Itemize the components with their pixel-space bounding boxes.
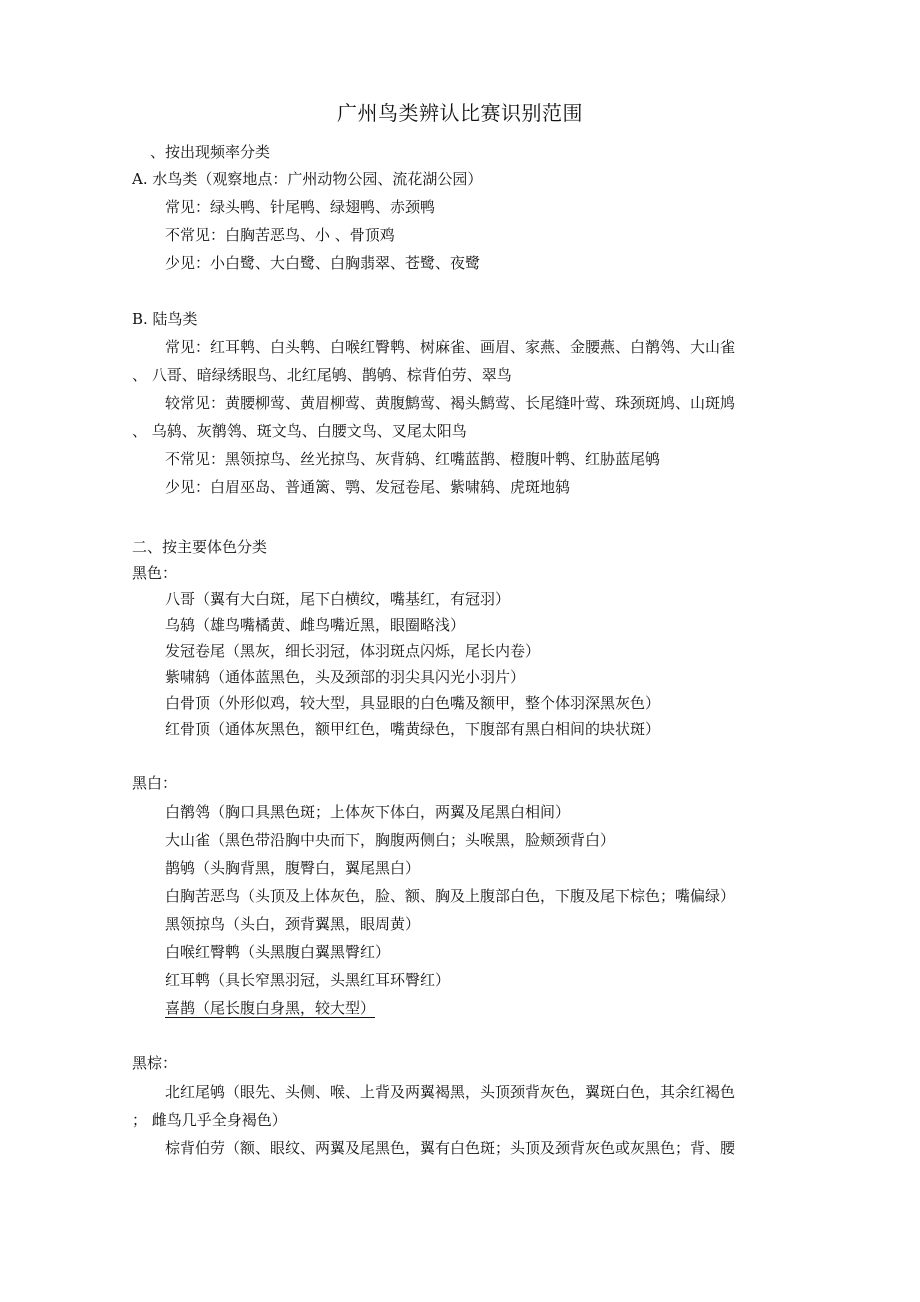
black-item: 紫啸鸫（通体蓝黑色，头及颈部的羽尖具闪光小羽片） bbox=[165, 668, 526, 686]
black-white-item: 大山雀（黑色带沿胸中央而下，胸腹两侧白；头喉黑，脸颊颈背白） bbox=[165, 831, 616, 849]
black-item: 红骨顶（通体灰黑色，额甲红色，嘴黄绿色，下腹部有黑白相间的块状斑） bbox=[165, 720, 661, 738]
waterbirds-rare: 少见：小白鹭、大白鹭、白胸翡翠、苍鹭、夜鹭 bbox=[165, 254, 481, 272]
black-item: 乌鸫（雄鸟嘴橘黄、雌鸟嘴近黑，眼圈略浅） bbox=[165, 616, 466, 634]
black-item: 发冠卷尾（黑灰，细长羽冠，体羽斑点闪烁，尾长内卷） bbox=[165, 642, 541, 660]
waterbirds-heading: A. 水鸟类（观察地点：广州动物公园、流花湖公园） bbox=[132, 170, 483, 188]
black-white-item: 黑领掠鸟（头白，颈背翼黑，眼周黄） bbox=[165, 915, 421, 933]
black-item: 白骨顶（外形似鸡，较大型，具显眼的白色嘴及额甲，整个体羽深黑灰色） bbox=[165, 694, 661, 712]
landbirds-rare: 少见：白眉巫岛、普通篱、鹗、发冠卷尾、紫啸鸫、虎斑地鸫 bbox=[165, 478, 571, 496]
black-white-label: 黑白： bbox=[132, 774, 178, 792]
black-item: 八哥（翼有大白斑，尾下白横纹，嘴基红，有冠羽） bbox=[165, 590, 511, 608]
section2-heading: 二、按主要体色分类 bbox=[132, 538, 268, 556]
section1-heading: 、按出现频率分类 bbox=[150, 143, 271, 161]
black-white-item: 白胸苦恶鸟（头顶及上体灰色，脸、额、胸及上腹部白色，下腹及尾下棕色；嘴偏绿） bbox=[165, 887, 736, 905]
black-white-item: 白喉红臀鹎（头黑腹白翼黑臀红） bbox=[165, 943, 391, 961]
landbirds-heading: B. 陆鸟类 bbox=[132, 310, 198, 328]
black-white-item: 红耳鹎（具长窄黑羽冠，头黑红耳环臀红） bbox=[165, 971, 451, 989]
black-brown-item2-line1: 棕背伯劳（额、眼纹、两翼及尾黑色，翼有白色斑；头顶及颈背灰色或灰黑色；背、腰 bbox=[165, 1139, 736, 1157]
landbirds-fairly-common-line2: 、 乌鸫、灰鹡鸰、斑文鸟、白腰文鸟、叉尾太阳鸟 bbox=[132, 422, 467, 440]
document-title: 广州鸟类辨认比赛识别范围 bbox=[337, 101, 583, 125]
black-brown-label: 黑棕： bbox=[132, 1054, 178, 1072]
landbirds-fairly-common-line1: 较常见：黄腰柳莺、黄眉柳莺、黄腹鹪莺、褐头鹪莺、长尾缝叶莺、珠颈斑鸠、山斑鸠 bbox=[165, 394, 736, 412]
black-brown-item1-line2: ； 雌鸟几乎全身褐色） bbox=[132, 1111, 287, 1129]
waterbirds-common: 常见：绿头鸭、针尾鸭、绿翅鸭、赤颈鸭 bbox=[165, 198, 436, 216]
black-label: 黑色： bbox=[132, 564, 178, 582]
black-white-item: 鹊鸲（头胸背黑，腹臀白，翼尾黑白） bbox=[165, 859, 421, 877]
landbirds-uncommon: 不常见：黑领掠鸟、丝光掠鸟、灰背鸫、红嘴蓝鹊、橙腹叶鹎、红胁蓝尾鸲 bbox=[165, 450, 661, 468]
black-brown-item1-line1: 北红尾鸲（眼先、头侧、喉、上背及两翼褐黑，头顶颈背灰色，翼斑白色，其余红褐色 bbox=[165, 1083, 736, 1101]
landbirds-common-line2: 、 八哥、暗绿绣眼鸟、北红尾鸲、鹊鸲、棕背伯劳、翠鸟 bbox=[132, 366, 512, 384]
black-white-item: 白鹡鸰（胸口具黑色斑；上体灰下体白，两翼及尾黑白相间） bbox=[165, 803, 571, 821]
waterbirds-uncommon: 不常见：白胸苦恶鸟、小 、骨顶鸡 bbox=[165, 226, 395, 244]
black-white-item-underlined: 喜鹊（尾长腹白身黑，较大型） bbox=[165, 999, 376, 1017]
landbirds-common-line1: 常见：红耳鹎、白头鹎、白喉红臀鹎、树麻雀、画眉、家燕、金腰燕、白鹡鸰、大山雀 bbox=[165, 338, 736, 356]
